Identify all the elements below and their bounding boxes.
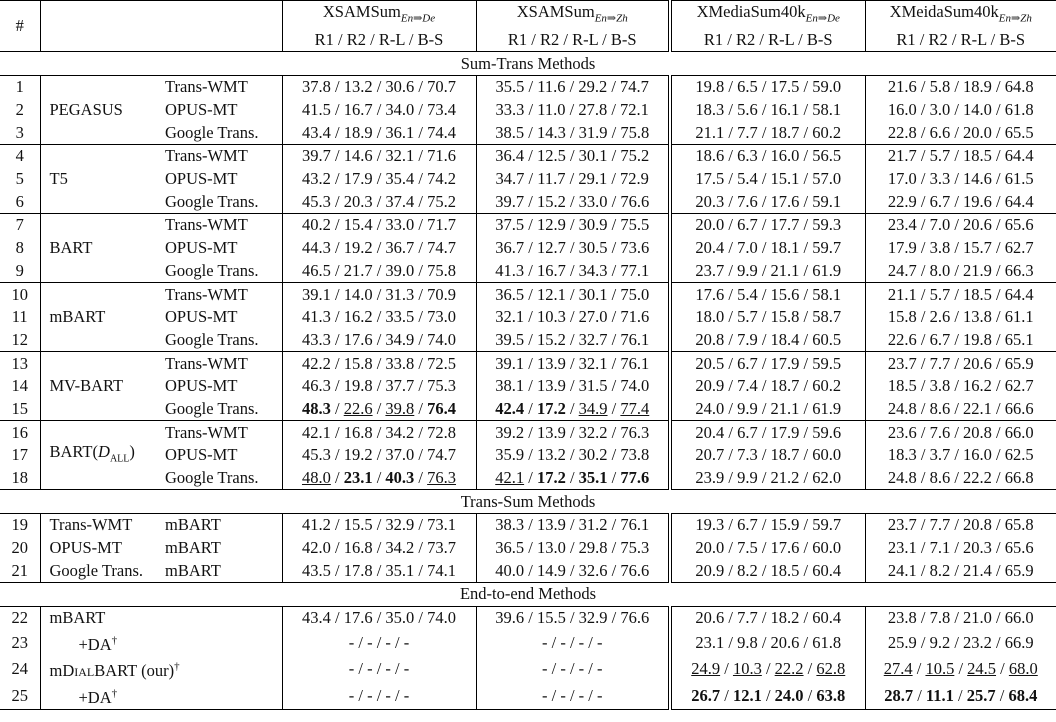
dataset-direction: En⇒De [400, 12, 436, 25]
score-cell: 39.7 / 15.2 / 33.0 / 76.6 [476, 190, 670, 213]
score-value: 26.7 [691, 685, 721, 705]
score-value: - [385, 659, 391, 679]
score-value: 48.0 [301, 468, 331, 488]
score-value: 24.5 [967, 659, 997, 679]
score-value: - [367, 659, 373, 679]
score-cell: 23.6 / 7.6 / 20.8 / 66.0 [865, 421, 1056, 444]
score-value: 9.9 [737, 398, 758, 418]
section-header-row [0, 52, 1056, 76]
mt-system-cell: Trans-WMT [163, 145, 282, 168]
score-cell: 46.5 / 21.7 / 39.0 / 75.8 [282, 259, 476, 282]
score-cell: 21.6 / 5.8 / 18.9 / 64.8 [887, 77, 1034, 97]
row-index: 18 [0, 467, 40, 490]
table-row [0, 537, 1056, 560]
score-cell: 20.7 / 7.3 / 18.7 / 60.0 [670, 444, 865, 467]
dataset-name: XSAMSum [516, 2, 595, 21]
mt-system-cell: OPUS-MT [163, 444, 282, 467]
results-body [0, 52, 1056, 710]
table-row [0, 283, 1056, 306]
score-value: 77.6 [620, 468, 650, 488]
row-index: 20 [0, 537, 40, 560]
score-value: 12.1 [732, 685, 762, 705]
dataset-direction: En⇒De [805, 12, 840, 25]
table-row [0, 75, 1056, 98]
score-value: 8.6 [929, 468, 951, 488]
section-header-row [0, 490, 1056, 514]
score-cell: 35.9 / 13.2 / 30.2 / 73.8 [476, 444, 670, 467]
score-cell: 23.1 / 7.1 / 20.3 / 65.6 [887, 538, 1034, 558]
score-cell: - / - / - / - [282, 682, 476, 709]
score-cell: - / - / - / - [282, 629, 476, 656]
dataset-name: XSAMSum [322, 2, 401, 21]
score-value: 48.3 [301, 398, 331, 418]
row-index: 10 [0, 283, 40, 306]
score-cell: 39.6 / 15.5 / 32.9 / 76.6 [476, 606, 670, 629]
score-cell: 39.1 / 14.0 / 31.3 / 70.9 [282, 283, 476, 306]
score-cell: 39.1 / 13.9 / 32.1 / 76.1 [476, 352, 670, 375]
row-index: 7 [0, 214, 40, 237]
score-cell: 23.9 / 9.9 / 21.2 / 62.0 [670, 467, 865, 490]
row-index: 1 [0, 75, 40, 98]
model-name: $BART(D_{ALL})$ [49, 441, 135, 464]
score-value: 68.0 [1008, 659, 1038, 679]
table-row [0, 606, 1056, 629]
model-name: BART [49, 238, 93, 258]
score-cell: 20.9 / 8.2 / 18.5 / 60.4 [670, 559, 865, 582]
model-cell [40, 682, 282, 709]
model-name: mBART [49, 608, 106, 628]
score-cell: 17.5 / 5.4 / 15.1 / 57.0 [670, 168, 865, 191]
score-value: 10.5 [925, 659, 955, 679]
score-cell: 24.8 / 8.6 / 22.1 / 66.6 [887, 398, 1034, 418]
score-cell: 17.9 / 3.8 / 15.7 / 62.7 [887, 238, 1034, 258]
model-cell [40, 421, 163, 490]
score-cell: 20.0 / 7.5 / 17.6 / 60.0 [670, 537, 865, 560]
score-cell: 42.4 / 17.2 / 34.9 / 77.4 [476, 398, 670, 421]
score-value: 66.6 [1004, 398, 1034, 418]
dataset-direction: En⇒Zh [594, 12, 628, 25]
score-value: 24.9 [691, 659, 721, 679]
dataset-header-0 [282, 1, 476, 52]
table-row [0, 629, 1056, 656]
model-cell: Trans-WMT [49, 515, 133, 535]
score-cell: 18.3 / 5.6 / 16.1 / 58.1 [670, 99, 865, 122]
score-value: 10.3 [732, 659, 762, 679]
score-value: 42.1 [495, 468, 525, 488]
score-cell: 25.9 / 9.2 / 23.2 / 66.9 [887, 632, 1034, 652]
summarizer-cell: mBART [163, 559, 282, 582]
section-title: End-to-end Methods [0, 583, 1056, 607]
index-header: # [0, 1, 40, 52]
model-name: +DA† [78, 634, 118, 654]
score-value: 27.4 [883, 659, 913, 679]
dataset-header-3 [865, 1, 1056, 52]
score-cell: 46.3 / 19.8 / 37.7 / 75.3 [282, 375, 476, 398]
row-index: 12 [0, 329, 40, 352]
score-cell: 41.3 / 16.7 / 34.3 / 77.1 [476, 259, 670, 282]
score-cell: 15.8 / 2.6 / 13.8 / 61.1 [887, 307, 1034, 327]
score-value: 63.8 [816, 685, 846, 705]
score-cell: 27.4 / 10.5 / 24.5 / 68.0 [883, 659, 1038, 679]
table-row [0, 214, 1056, 237]
score-cell: 21.1 / 7.7 / 18.7 / 60.2 [670, 121, 865, 144]
row-index: 5 [0, 168, 40, 191]
mt-system-cell: Google Trans. [163, 329, 282, 352]
score-value: 11.1 [925, 685, 954, 705]
mt-system-cell: OPUS-MT [163, 375, 282, 398]
score-cell: 42.1 / 16.8 / 34.2 / 72.8 [282, 421, 476, 444]
score-cell: 28.7 / 11.1 / 25.7 / 68.4 [865, 682, 1056, 709]
score-cell: 20.5 / 6.7 / 17.9 / 59.5 [670, 352, 865, 375]
model-cell [40, 352, 163, 421]
mt-system-cell: Google Trans. [163, 398, 282, 421]
score-cell: 24.7 / 8.0 / 21.9 / 66.3 [887, 260, 1034, 280]
table-row [0, 421, 1056, 444]
summarizer-cell: mBART [163, 514, 282, 537]
mt-header [163, 1, 282, 52]
score-value: - [560, 659, 566, 679]
score-cell: 45.3 / 19.2 / 37.0 / 74.7 [282, 444, 476, 467]
model-cell [40, 606, 282, 629]
score-cell: 17.6 / 5.4 / 15.6 / 58.1 [670, 283, 865, 306]
score-cell: 38.5 / 14.3 / 31.9 / 75.8 [476, 121, 670, 144]
score-cell: 42.1 / 17.2 / 35.1 / 77.6 [476, 467, 670, 490]
score-cell: 19.3 / 6.7 / 15.9 / 59.7 [670, 514, 865, 537]
table-row [0, 352, 1056, 375]
table-row [0, 682, 1056, 709]
mt-system-cell: Trans-WMT [163, 421, 282, 444]
score-cell: 23.7 / 7.7 / 20.6 / 65.9 [865, 352, 1056, 375]
score-cell: 24.0 / 9.9 / 21.1 / 61.9 [670, 398, 865, 421]
row-index: 17 [0, 444, 40, 467]
row-index: 23 [0, 629, 40, 656]
model-dataset-symbol: D [98, 441, 110, 461]
row-index: 11 [0, 306, 40, 329]
table-row [0, 656, 1056, 683]
mt-system-cell: Trans-WMT [163, 352, 282, 375]
score-value: 22.2 [963, 468, 992, 488]
score-value: - [578, 685, 585, 705]
score-value: 24.0 [774, 685, 804, 705]
score-cell: 43.2 / 17.9 / 35.4 / 74.2 [282, 168, 476, 191]
score-cell: 45.3 / 20.3 / 37.4 / 75.2 [282, 190, 476, 213]
score-value: - [541, 685, 548, 705]
score-value: 24.8 [887, 468, 917, 488]
score-value: 39.8 [385, 398, 415, 418]
score-cell: 36.5 / 12.1 / 30.1 / 75.0 [476, 283, 670, 306]
row-index: 8 [0, 237, 40, 260]
score-value: - [348, 659, 355, 679]
dagger-mark: † [111, 634, 118, 647]
score-value: - [597, 685, 603, 705]
mt-system-cell: OPUS-MT [163, 168, 282, 191]
score-cell: 39.2 / 13.9 / 32.2 / 76.3 [476, 421, 670, 444]
score-cell: 20.3 / 7.6 / 17.6 / 59.1 [670, 190, 865, 213]
score-cell: 22.8 / 6.6 / 20.0 / 65.5 [887, 122, 1034, 142]
row-index: 3 [0, 121, 40, 144]
score-cell: 24.1 / 8.2 / 21.4 / 65.9 [887, 560, 1034, 580]
score-value: 22.2 [774, 659, 804, 679]
score-cell: 43.3 / 17.6 / 34.9 / 74.0 [282, 329, 476, 352]
row-index: 16 [0, 421, 40, 444]
row-index: 6 [0, 190, 40, 213]
score-value: 62.0 [812, 468, 842, 488]
row-index: 22 [0, 606, 40, 629]
mt-system-cell: Google Trans. [163, 190, 282, 213]
dataset-header-1 [476, 1, 670, 52]
score-cell: 22.9 / 6.7 / 19.6 / 64.4 [887, 191, 1034, 211]
score-cell: - / - / - / - [476, 682, 670, 709]
score-cell: 23.7 / 7.7 / 20.8 / 65.8 [887, 515, 1034, 535]
model-header [40, 1, 163, 52]
table-row [0, 145, 1056, 168]
score-cell: 36.5 / 13.0 / 29.8 / 75.3 [476, 537, 670, 560]
mt-system-cell: Trans-WMT [163, 75, 282, 98]
score-cell: 36.7 / 12.7 / 30.5 / 73.6 [476, 237, 670, 260]
table-row [0, 559, 1056, 582]
score-cell: 24.8 / 8.6 / 22.2 / 66.8 [887, 468, 1034, 488]
score-cell: 23.7 / 9.9 / 21.1 / 61.9 [670, 259, 865, 282]
section-title: Sum-Trans Methods [0, 52, 1056, 76]
row-index: 2 [0, 99, 40, 122]
score-value: 77.4 [620, 398, 650, 418]
score-cell: 48.0 / 23.1 / 40.3 / 76.3 [282, 467, 476, 490]
score-cell: 43.5 / 17.8 / 35.1 / 74.1 [282, 559, 476, 582]
dataset-name: XMediaSum40k [696, 2, 806, 21]
score-value: - [403, 685, 410, 705]
score-cell: 38.1 / 13.9 / 31.5 / 74.0 [476, 375, 670, 398]
score-value: - [597, 659, 603, 679]
score-value: 17.2 [536, 398, 566, 418]
row-index: 24 [0, 656, 40, 683]
model-cell [40, 214, 163, 283]
score-value: 40.3 [385, 468, 415, 488]
model-cell [40, 629, 282, 656]
score-cell: 19.8 / 6.5 / 17.5 / 59.0 [670, 75, 865, 98]
model-cell: OPUS-MT [49, 538, 122, 558]
score-cell: 44.3 / 19.2 / 36.7 / 74.7 [282, 237, 476, 260]
score-cell: 43.4 / 18.9 / 36.1 / 74.4 [282, 121, 476, 144]
score-value: 8.6 [929, 398, 951, 418]
score-cell: 26.7 / 12.1 / 24.0 / 63.8 [670, 682, 865, 709]
score-cell: 22.6 / 6.7 / 19.8 / 65.1 [887, 329, 1034, 349]
score-cell: 20.8 / 7.9 / 18.4 / 60.5 [670, 329, 865, 352]
model-name-smallcaps: ial [74, 661, 95, 681]
score-cell: 21.1 / 5.7 / 18.5 / 64.4 [865, 283, 1056, 306]
score-cell: 20.4 / 7.0 / 18.1 / 59.7 [670, 237, 865, 260]
score-cell: 41.3 / 16.2 / 33.5 / 73.0 [282, 306, 476, 329]
score-value: 23.9 [695, 468, 725, 488]
score-value: 22.6 [343, 398, 373, 418]
mt-system-cell: Trans-WMT [163, 283, 282, 306]
score-cell: 18.3 / 3.7 / 16.0 / 62.5 [887, 445, 1034, 465]
score-cell: 23.4 / 7.0 / 20.6 / 65.6 [865, 214, 1056, 237]
score-value: 24.8 [887, 398, 917, 418]
score-cell: 34.7 / 11.7 / 29.1 / 72.9 [476, 168, 670, 191]
model-cell: Google Trans. [49, 560, 144, 580]
score-cell: 32.1 / 10.3 / 27.0 / 71.6 [476, 306, 670, 329]
score-cell: 23.8 / 7.8 / 21.0 / 66.0 [887, 608, 1034, 628]
score-cell: 20.9 / 7.4 / 18.7 / 60.2 [670, 375, 865, 398]
score-value: 66.8 [1004, 468, 1034, 488]
score-value: 22.1 [963, 398, 992, 418]
score-cell: 17.0 / 3.3 / 14.6 / 61.5 [887, 169, 1034, 189]
score-value: 9.9 [737, 468, 758, 488]
score-cell: 23.1 / 9.8 / 20.6 / 61.8 [670, 629, 865, 656]
score-value: 28.7 [884, 685, 914, 705]
score-value: 62.8 [816, 659, 846, 679]
score-cell: - / - / - / - [282, 656, 476, 683]
score-value: 24.0 [695, 398, 725, 418]
score-value: 34.9 [578, 398, 608, 418]
metrics-label: R1 / R2 / R-L / B-S [507, 30, 637, 50]
score-cell: 41.2 / 15.5 / 32.9 / 73.1 [282, 514, 476, 537]
score-cell: 18.6 / 6.3 / 16.0 / 56.5 [670, 145, 865, 168]
score-cell: 41.5 / 16.7 / 34.0 / 73.4 [282, 99, 476, 122]
score-value: - [578, 659, 585, 679]
score-cell: 36.4 / 12.5 / 30.1 / 75.2 [476, 145, 670, 168]
score-cell: 24.9 / 10.3 / 22.2 / 62.8 [670, 656, 865, 683]
row-index: 15 [0, 398, 40, 421]
score-cell: 35.5 / 11.6 / 29.2 / 74.7 [476, 75, 670, 98]
dataset-direction: En⇒Zh [998, 12, 1032, 25]
score-cell: 42.0 / 16.8 / 34.2 / 73.7 [282, 537, 476, 560]
row-index: 9 [0, 259, 40, 282]
dagger-mark: † [111, 687, 118, 700]
mt-system-cell: OPUS-MT [163, 237, 282, 260]
score-value: 23.1 [343, 468, 373, 488]
score-value: 76.4 [427, 398, 457, 418]
score-cell: 38.3 / 13.9 / 31.2 / 76.1 [476, 514, 670, 537]
mt-system-cell: Trans-WMT [163, 214, 282, 237]
mt-system-cell: Google Trans. [163, 259, 282, 282]
model-dataset-sub: ALL [109, 452, 130, 464]
model-cell [40, 145, 163, 214]
score-value: 61.9 [812, 398, 842, 418]
row-index: 14 [0, 375, 40, 398]
model-cell [40, 283, 163, 352]
score-value: 25.7 [966, 685, 996, 705]
score-cell: 42.2 / 15.8 / 33.8 / 72.5 [282, 352, 476, 375]
score-cell: 20.0 / 6.7 / 17.7 / 59.3 [670, 214, 865, 237]
dataset-name: XMeidaSum40k [889, 2, 999, 21]
score-cell: 48.3 / 22.6 / 39.8 / 76.4 [282, 398, 476, 421]
model-name: T5 [49, 169, 68, 189]
score-cell: 20.4 / 6.7 / 17.9 / 59.6 [670, 421, 865, 444]
dataset-header-2 [670, 1, 865, 52]
score-value: - [560, 685, 566, 705]
score-cell: 21.7 / 5.7 / 18.5 / 64.4 [865, 145, 1056, 168]
model-name: +DA† [78, 687, 118, 707]
score-cell: 39.5 / 15.2 / 32.7 / 76.1 [476, 329, 670, 352]
mt-system-cell: OPUS-MT [163, 306, 282, 329]
score-cell: 39.7 / 14.6 / 32.1 / 71.6 [282, 145, 476, 168]
score-value: 17.2 [536, 468, 566, 488]
model-cell [40, 75, 163, 144]
metrics-label: R1 / R2 / R-L / B-S [703, 30, 833, 50]
metrics-label: R1 / R2 / R-L / B-S [314, 30, 444, 50]
score-cell: 33.3 / 11.0 / 27.8 / 72.1 [476, 99, 670, 122]
dagger-mark: † [174, 660, 180, 673]
score-value: - [541, 659, 548, 679]
metrics-label: R1 / R2 / R-L / B-S [896, 30, 1026, 50]
score-value: 21.1 [770, 398, 800, 418]
summarizer-cell: mBART [163, 537, 282, 560]
score-cell: - / - / - / - [476, 656, 670, 683]
score-value: - [367, 685, 373, 705]
mt-system-cell: Google Trans. [163, 467, 282, 490]
score-value: 42.4 [495, 398, 525, 418]
score-cell: 20.6 / 7.7 / 18.2 / 60.4 [670, 606, 865, 629]
row-index: 13 [0, 352, 40, 375]
model-name: PEGASUS [49, 100, 123, 120]
score-cell: 43.4 / 17.6 / 35.0 / 74.0 [282, 606, 476, 629]
model-name: MV-BART [49, 376, 124, 396]
table-row [0, 514, 1056, 537]
score-cell: 18.5 / 3.8 / 16.2 / 62.7 [887, 376, 1034, 396]
section-title: Trans-Sum Methods [0, 490, 1056, 514]
score-value: - [385, 685, 391, 705]
row-index: 21 [0, 559, 40, 582]
score-cell: 16.0 / 3.0 / 14.0 / 61.8 [887, 100, 1034, 120]
score-value: 21.2 [770, 468, 800, 488]
score-value: 76.3 [427, 468, 457, 488]
score-cell: 18.0 / 5.7 / 15.8 / 58.7 [670, 306, 865, 329]
score-cell: 37.8 / 13.2 / 30.6 / 70.7 [282, 75, 476, 98]
score-cell: 37.5 / 12.9 / 30.9 / 75.5 [476, 214, 670, 237]
score-cell: 40.2 / 15.4 / 33.0 / 71.7 [282, 214, 476, 237]
score-cell: - / - / - / - [476, 629, 670, 656]
row-index: 4 [0, 145, 40, 168]
row-index: 19 [0, 514, 40, 537]
score-value: - [348, 685, 355, 705]
score-value: - [403, 659, 410, 679]
score-value: 35.1 [578, 468, 608, 488]
score-value: 68.4 [1008, 685, 1038, 705]
score-cell: 40.0 / 14.9 / 32.6 / 76.6 [476, 559, 670, 582]
model-name: mBART [49, 307, 106, 327]
model-cell [40, 656, 282, 683]
section-header-row [0, 583, 1056, 607]
mt-system-cell: Google Trans. [163, 121, 282, 144]
header-row [0, 1, 1056, 52]
model-name: mDialBART (our)† [49, 660, 180, 681]
mt-system-cell: OPUS-MT [163, 99, 282, 122]
row-index: 25 [0, 682, 40, 709]
